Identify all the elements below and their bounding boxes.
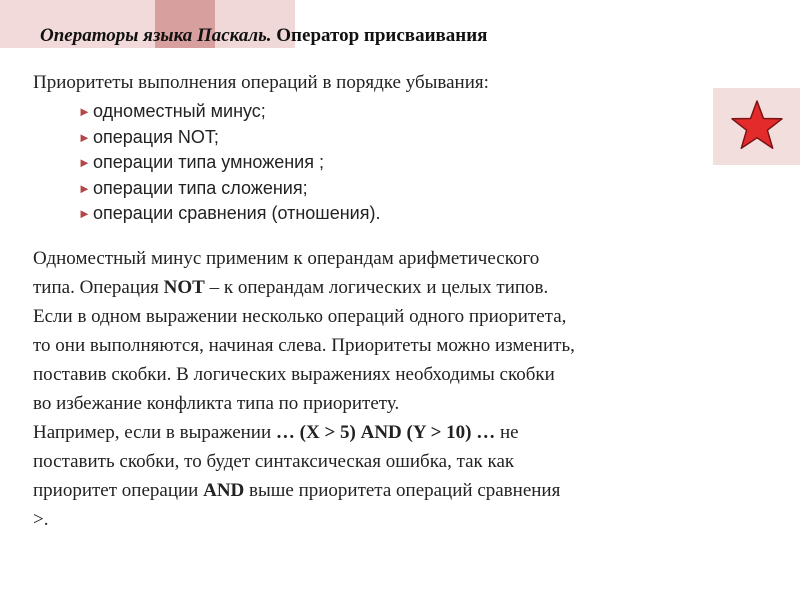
paragraph-text: – к операндам логических и целых типов.	[204, 277, 549, 298]
list-item-text: операции типа умножения ;	[93, 152, 324, 172]
example-expression: … (X > 5) AND (Y > 10) …	[275, 422, 496, 443]
keyword-not: NOT	[163, 277, 205, 298]
paragraph-text: не	[495, 422, 519, 443]
bullet-arrow-icon: ►	[78, 155, 91, 170]
paragraph-line: поставив скобки. В логических выражениях необходимы скобки	[33, 364, 555, 385]
paragraph-line: Одноместный минус применим к операндам арифметического	[33, 248, 540, 269]
paragraph-text: Например, если в выражении	[33, 422, 276, 443]
list-item	[78, 125, 380, 151]
explanation-paragraph	[33, 244, 753, 534]
list-item-text: одноместный минус;	[93, 101, 266, 121]
star-panel	[713, 88, 800, 165]
list-item	[78, 99, 380, 125]
paragraph-line: >.	[33, 509, 49, 530]
priority-intro: Приоритеты выполнения операций в порядке убывания:	[33, 72, 489, 93]
slide-title-rest: Оператор присваивания	[271, 25, 488, 46]
bullet-arrow-icon: ►	[78, 206, 91, 221]
list-item-text: операции сравнения (отношения).	[93, 203, 381, 223]
list-item-text: операция NOT;	[93, 126, 219, 147]
list-item	[78, 201, 380, 227]
priority-list	[78, 99, 380, 227]
bullet-arrow-icon: ►	[78, 104, 91, 119]
bullet-arrow-icon: ►	[78, 180, 91, 196]
paragraph-text: выше приоритета операций сравнения	[244, 480, 561, 501]
paragraph-text: приоритет операции	[33, 480, 204, 501]
keyword-and: AND	[203, 480, 245, 501]
paragraph-line: во избежание конфликта типа по приоритету.	[33, 393, 400, 414]
paragraph-text: типа. Операция	[33, 277, 164, 298]
paragraph-line	[33, 273, 753, 302]
slide-title-italic: Операторы языка Паскаль.	[40, 25, 272, 46]
paragraph-line: поставить скобки, то будет синтаксическая ошибка, так как	[33, 451, 515, 472]
red-star-icon	[729, 98, 785, 154]
paragraph-line: Если в одном выражении несколько операций одного приоритета,	[33, 306, 567, 327]
paragraph-line	[33, 476, 753, 505]
bullet-arrow-icon: ►	[78, 129, 91, 145]
list-item-text: операции типа сложения;	[93, 177, 308, 198]
paragraph-line: то они выполняются, начиная слева. Приоритеты можно изменить,	[33, 335, 575, 356]
list-item	[78, 176, 380, 202]
slide-title	[40, 25, 487, 47]
list-item	[78, 150, 380, 176]
paragraph-line	[33, 418, 753, 447]
